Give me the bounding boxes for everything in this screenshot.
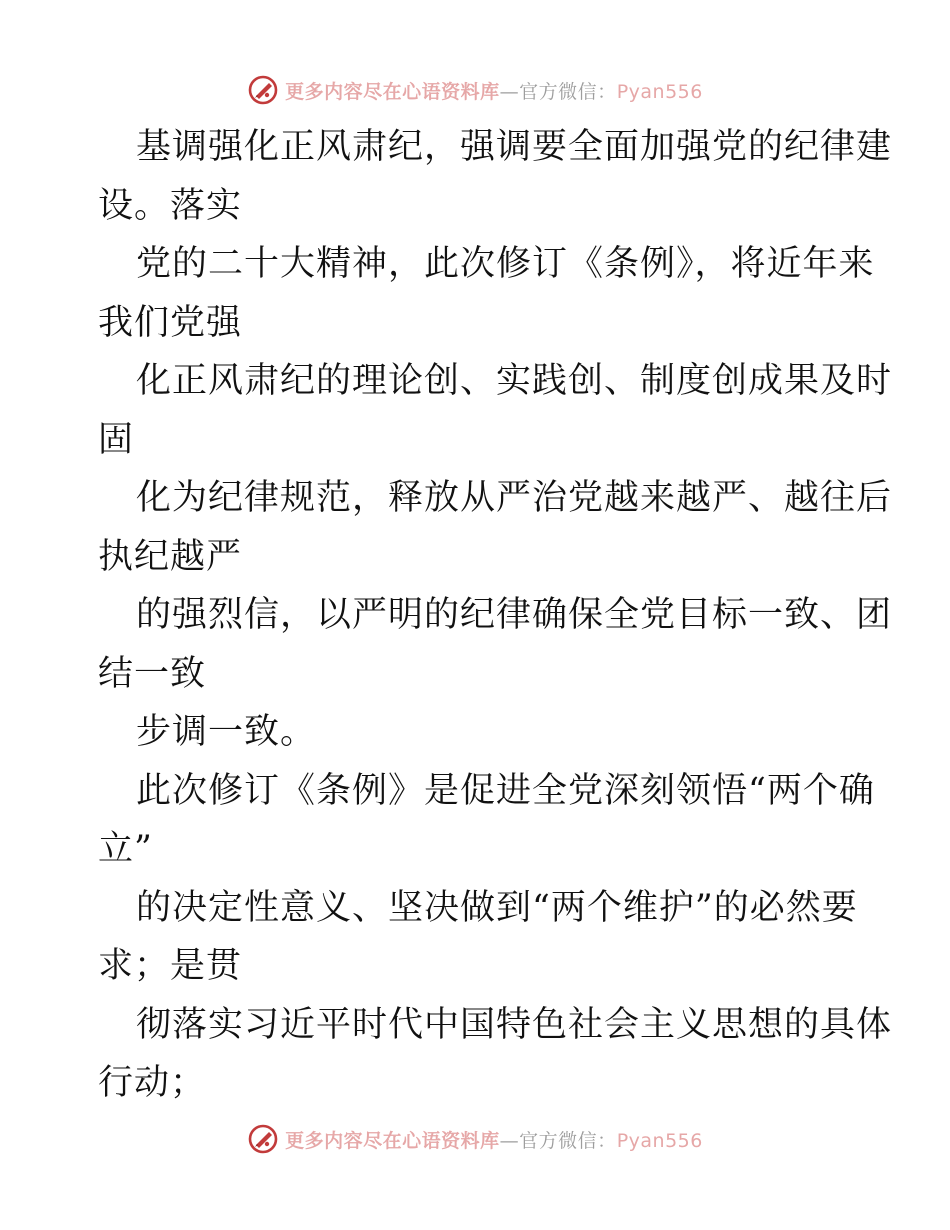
text-line: 设。落实 (98, 185, 243, 226)
watermark-brand: 更多内容尽在心语资料库 (285, 1129, 500, 1152)
watermark-account: Pyan556 (616, 80, 703, 103)
header-watermark (0, 70, 950, 110)
text-line: 步调一致。 (136, 712, 317, 752)
watermark-text (285, 77, 703, 104)
pen-logo-icon (247, 1123, 279, 1155)
watermark-text (285, 1126, 703, 1153)
watermark-official: 官方微信： (519, 1129, 617, 1152)
text-line: 结一致 (98, 653, 207, 694)
text-line: 行动； (98, 1063, 207, 1103)
watermark-dash: — (499, 1129, 520, 1152)
footer-watermark (0, 1119, 950, 1159)
text-line: 此次修订《条例》是促进全党深刻领悟“两个确 (136, 770, 875, 811)
document-body (98, 118, 893, 1113)
text-line: 的强烈信，以严明的纪律确保全党目标一致、团 (136, 595, 893, 635)
watermark-official: 官方微信： (519, 80, 617, 103)
text-line: 的决定性意义、坚决做到“两个维护”的必然要 (136, 887, 858, 928)
pen-logo-icon (247, 74, 279, 106)
text-line: 基调强化正风肃纪，强调要全面加强党的纪律建 (136, 127, 893, 167)
text-line: 党的二十大精神，此次修订《条例》，将近年来 (136, 244, 875, 284)
watermark-brand: 更多内容尽在心语资料库 (285, 80, 500, 103)
text-line: 化为纪律规范，释放从严治党越来越严、越往后 (136, 478, 893, 518)
text-line: 化正风肃纪的理论创、实践创、制度创成果及时 (136, 361, 893, 401)
watermark-dash: — (499, 80, 520, 103)
text-line: 彻落实习近平时代中国特色社会主义思想的具体 (136, 1004, 893, 1045)
watermark-account: Pyan556 (616, 1129, 703, 1152)
text-line: 我们党强 (98, 302, 243, 343)
text-line: 求；是贯 (98, 946, 243, 986)
text-line: 固 (98, 419, 135, 460)
text-line: 立” (98, 829, 153, 869)
text-line: 执纪越严 (98, 536, 243, 577)
